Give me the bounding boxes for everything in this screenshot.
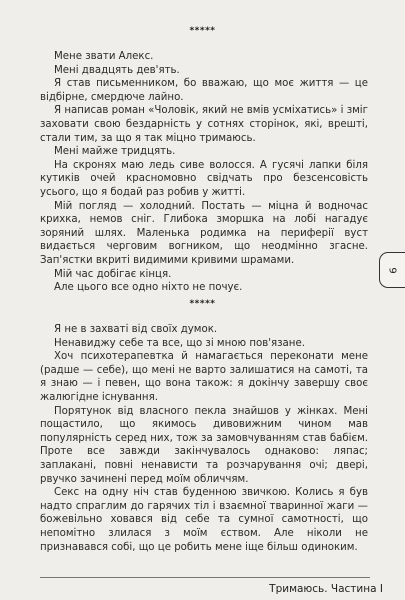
section-2-text xyxy=(40,323,368,554)
paragraph: Я став письменником, бо вважаю, що моє життя — це відбірне, смердюче лайно. xyxy=(40,78,368,103)
page-number-tab xyxy=(379,252,405,288)
page-number: 9 xyxy=(387,266,398,274)
paragraph: Мене звати Алекс. xyxy=(54,51,154,62)
paragraph: Мені майже тридцять. xyxy=(54,146,176,158)
section-divider: ***** xyxy=(189,26,216,36)
running-footer: Тримаюсь. Частина І xyxy=(269,583,383,595)
footer-divider xyxy=(40,577,370,578)
paragraph: Хоч психотерапевтка й намагається переконати мене (радше — себе), що мені не варто залишатися на самоті, та я знаю — і певен, що вона також: я докінчу завершу своє жалюгідне існування. xyxy=(40,351,368,403)
paragraph: Секс на одну ніч став буденною звичкою. Колись я був надто спраглим до гарячих тіл і взаємної тваринної жаги — божевільно ховався від себе та сумної самотності, що непомітно злилася з моїм єством. Але ніколи не признавався собі, що це робить мене іще більш одиноким. xyxy=(40,487,368,553)
paragraph: Мій час добігає кінця. xyxy=(54,268,172,280)
paragraph: Я написав роман «Чоловік, який не вмів усміхатись» і зміг заховати свою бездарність у сотнях сторінок, які, врешті, стали тим, за що я так міцно тримаюсь. xyxy=(40,105,368,144)
paragraph: Мій погляд — холодний. Постать — міцна й водночас крихка, немов сніг. Глибока зморшка на лобі нагадує зоряний шлях. Маленька родимка на периферії вуст видається черговим вогником, що неодмінно згасне. Зап'ястки вкриті видимими кривими шрамами. xyxy=(40,200,368,266)
paragraph: На скронях маю ледь сиве волосся. А гусячі лапки біля кутиків очей красномовно свідчать про безсенсовість усього, що я бодай раз робив у житті. xyxy=(40,159,368,198)
paragraph: Мені двадцять дев'ять. xyxy=(54,64,180,76)
section-divider: ***** xyxy=(189,299,216,309)
paragraph: Порятунок від власного пекла знайшов у жінках. Мені пощастило, що якимось дивовижним чином мав популярність серед них, тож за замовчуванням став бабієм. Проте все завжди закінчувалось однаково: ляпас; заплакані, повні ненависти та розчарування очі; двері, рвучко зачинені перед моїм обличчям. xyxy=(40,405,368,485)
paragraph: Ненавиджу себе та все, що зі мною пов'язане. xyxy=(54,337,305,349)
paragraph: Я не в захваті від своїх думок. xyxy=(54,324,218,335)
paragraph: Але цього все одно ніхто не почує. xyxy=(54,282,243,294)
section-1-text xyxy=(40,50,368,295)
